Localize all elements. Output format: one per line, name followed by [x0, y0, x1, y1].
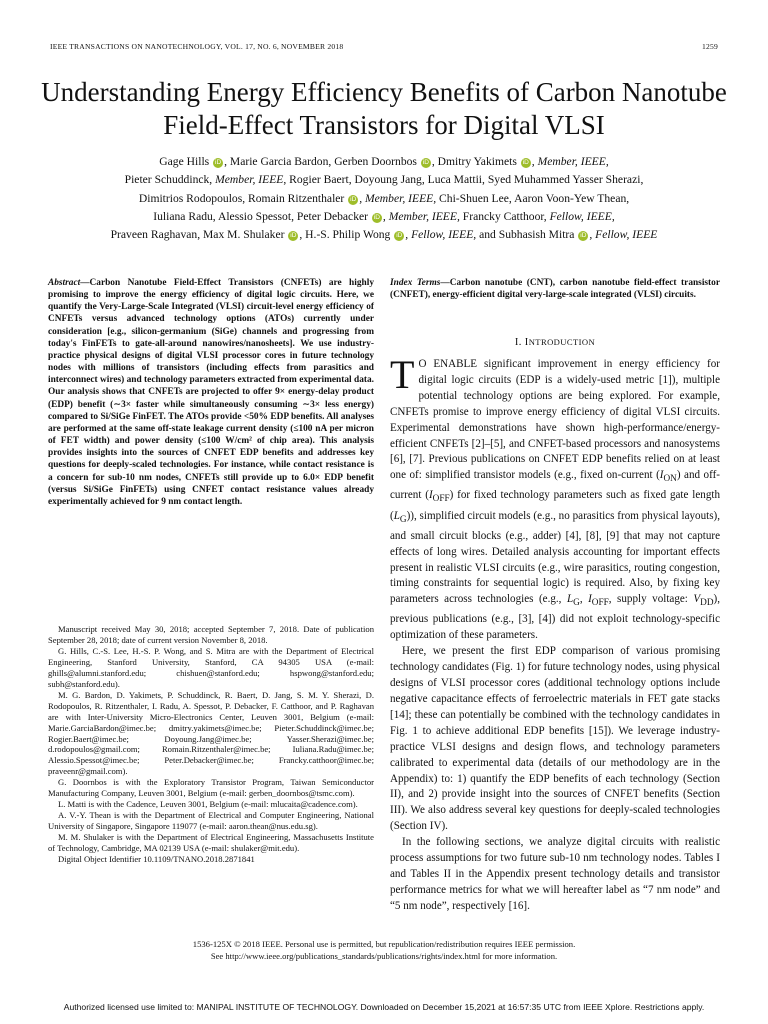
abstract: [48, 277, 374, 508]
author-membership: , Member, IEEE,: [382, 209, 460, 223]
author-name: , Dmitry Yakimets: [431, 155, 517, 168]
paragraph-text: )), simplified circuit models (e.g., no parasitics from physical layouts), and small circuit blocks (e.g., adder) [4], [8], [9] that may not capture effects of long wires. Detailed analysis accounting for important effects present in realistic VLSI circuits (e.g., wire parasitics, routing congestion, timing constraints for sequential logic) is required. Also, by fixing key parameters across technologies (e.g.,: [390, 509, 720, 606]
opening-words: O ENABLE: [418, 358, 478, 370]
author-name: Gage Hills: [159, 155, 210, 168]
orcid-icon[interactable]: iD: [422, 159, 429, 166]
symbol: I: [428, 489, 433, 502]
symbol-subscript: DD: [700, 598, 714, 609]
symbol: L: [393, 509, 400, 522]
author-name: and Subhasish Mitra: [476, 228, 575, 242]
section-heading: [390, 337, 720, 348]
intro-body: [390, 352, 721, 915]
paragraph-text: ), previous publications (e.g., [3], [4]) did not exploit technology-specific optimization of these parameters.: [390, 593, 721, 642]
intro-paragraph: [390, 352, 721, 644]
orcid-icon[interactable]: iD: [215, 159, 222, 166]
running-head: [50, 42, 718, 51]
symbol-subscript: OFF: [591, 598, 609, 609]
footnote-affiliation: G. Doornbos is with the Exploratory Transistor Program, Taiwan Semiconductor Manufacturing Company, Leuven 3001, Belgium (e-mail: gerben_doornbos@tsmc.com).: [48, 777, 374, 799]
author-list: [40, 153, 728, 244]
footnote-affiliation: A. V.-Y. Thean is with the Department of Electrical and Computer Engineering, National University of Singapore, Singapore 119077 (e-mail: aaron.thean@nus.edu.sg).: [48, 810, 374, 832]
copyright-line: 1536-125X © 2018 IEEE. Personal use is permitted, but republication/redistribution requires IEEE permission.: [192, 939, 576, 949]
symbol: L: [566, 593, 574, 606]
section-numeral: I.: [514, 337, 525, 348]
author-membership: , Fellow, IEEE: [589, 228, 658, 242]
intro-paragraph: In the following sections, we analyze digital circuits with realistic process assumptions for two future sub-10 nm technology nodes. Tables I and Tables II in the Appendix present technology details and transistor performance metrics for what we will hereafter label as “7 nm node” and “5 nm node”, respectively [16].: [390, 836, 720, 912]
section-title-rest: NTRODUCTION: [528, 337, 596, 347]
symbol: V: [693, 593, 701, 606]
index-terms: [390, 277, 720, 301]
author-name: Dimitrios Rodopoulos, Romain Ritzenthaler: [138, 191, 345, 205]
index-terms-text: —Carbon nanotube (CNT), carbon nanotube field-effect transistor (CNFET), energy-efficient digital very-large-scale integrated (VLSI) circuits.: [390, 278, 720, 301]
footnote-received: Manuscript received May 30, 2018; accepted September 7, 2018. Date of publication September 28, 2018; date of current version November 8, 2018.: [48, 624, 374, 645]
copyright-notice: [40, 939, 728, 962]
author-membership: Fellow, IEEE,: [549, 209, 615, 223]
orcid-icon[interactable]: iD: [580, 232, 587, 240]
symbol-subscript: G: [399, 514, 407, 525]
download-notice: Authorized licensed use limited to: MANIPAL INSTITUTE OF TECHNOLOGY. Downloaded on December 15,2021 at 16:57:35 UTC from IEEE Xplore. Restrictions apply.: [63, 1002, 705, 1012]
paragraph-text: ) for fixed technology parameters such as fixed gate length (: [390, 489, 720, 522]
author-name: Iuliana Radu, Alessio Spessot, Peter Debacker: [153, 209, 369, 223]
symbol-subscript: OFF: [432, 494, 450, 505]
paper-title: Understanding Energy Efficiency Benefits of Carbon Nanotube Field-Effect Transistors for Digital VLSI: [41, 77, 727, 140]
footnote-affiliation: M. G. Bardon, D. Yakimets, P. Schuddinck, R. Baert, D. Jang, S. M. Y. Sherazi, D. Rodopoulos, R. Ritzenthaler, I. Radu, A. Spessot, P. Debacker, F. Catthoor, and P. Raghavan are with Inter-University Micro-Electronics Center, Leuven 3001, Belgium (e-mail: Marie.GarciaBardon@imec.be; dmitry.yakimets@imec.be; Pieter.Schuddinck@imec.be; Rogier.Baert@imec.be; Doyoung.Jang@imec.be; Yasser.Sherazi@imec.be; d.rodopoulos@gmail.com; Romain.Ritzenthaler@imec.be; Iuliana.Radu@imec.be; Alessio.Spessot@imec.be; Peter.Debacker@imec.be; Francky.catthoor@imec.be; praveenr@gmail.com).: [48, 689, 374, 777]
page-number: 1259: [702, 42, 718, 51]
author-name: Pieter Schuddinck,: [124, 173, 216, 187]
rights-link[interactable]: See http://www.ieee.org/publications_standards/publications/rights/index.html for more information.: [210, 950, 558, 961]
author-name: , H.-S. Philip Wong: [299, 228, 391, 242]
symbol: I: [588, 593, 592, 606]
section-title-initial: I: [524, 337, 529, 348]
author-membership: , Member, IEEE,: [359, 191, 437, 205]
author-name: Chi-Shuen Lee, Aaron Voon-Yew Thean,: [436, 191, 630, 205]
intro-paragraph: Here, we present the first EDP comparison of various promising technology candidates (Fig. 1) for future technology nodes, using physical designs of VLSI processor cores (additional technology options include negative capacitance effects of ferroelectric materials in FET gate stacks [14]; these can potentially be combined with the technology candidates in Fig. 1 to achieve additional EDP benefits [15]). We leverage industry-practice VLSI designs and design flows, and technology parameters calibrated to experimental data (details of our methodology are in the Appendix) to: 1) quantify the EDP benefits of each technology (Section II), and 2) provide insight into the sources of CNFET benefits (Section III). We also address several key questions for deeply-scaled technologies (Section IV).: [390, 645, 720, 833]
paragraph-text: , supply voltage:: [608, 593, 694, 606]
symbol: I: [659, 469, 664, 482]
footnote-affiliation: L. Matti is with the Cadence, Leuven 3001, Belgium (e-mail: mlucaita@cadence.com).: [58, 799, 358, 810]
footnote-doi: Digital Object Identifier 10.1109/TNANO.2018.2871841: [58, 854, 255, 865]
index-terms-lead: Index Terms: [390, 278, 441, 288]
paragraph-text: ,: [579, 593, 589, 606]
author-membership: , Fellow, IEEE,: [405, 228, 477, 242]
author-name: , Marie Garcia Bardon, Gerben Doornbos: [224, 155, 417, 168]
drop-cap: T: [390, 352, 415, 397]
orcid-icon[interactable]: iD: [290, 232, 297, 240]
author-name: Praveen Raghavan, Max M. Shulaker: [110, 228, 285, 242]
journal-name: IEEE TRANSACTIONS ON NANOTECHNOLOGY, VOL. 17, NO. 6, NOVEMBER 2018: [50, 42, 344, 51]
footnote-affiliation: G. Hills, C.-S. Lee, H.-S. P. Wong, and S. Mitra are with the Department of Electrical Engineering, Stanford University, Stanford, CA 94305 USA (e-mail: ghills@alumni.stanford.edu; chishuen@stanford.edu; hspwong@stanford.edu; subh@stanford.edu).: [48, 645, 374, 689]
orcid-icon[interactable]: iD: [350, 195, 357, 203]
paragraph-text: significant improvement in energy efficiency for digital logic circuits (EDP is a widely-used metric [1]), multiple potential technology options are being explored. For example, CNFETs promise to improve energy efficiency of digital VLSI circuits. Experimental demonstrations have shown high-performance/energy-efficient CNFETs [2]–[5], and CNFET-based processors and nanosystems [6], [7]. Previous publications on CNFET EDP benefits relied on at least one of: simplified transistor models (e.g., fixed on-current (: [390, 358, 720, 482]
footnotes: [48, 624, 374, 865]
abstract-text: —Carbon Nanotube Field-Effect Transistors (CNFETs) are highly promising to improve the energy efficiency of digital logic circuits. Here, we quantify the Very-Large-Scale Integrated (VLSI) circuit-level energy efficiency of CNFETs versus advanced technology options (ATOs) currently under consideration [e.g., silicon-germanium (SiGe) channels and progressing from today's FinFETs to gate-all-around nanowires/nanosheets]. We use industry-practice physical designs of digital VLSI processor cores in future technology nodes with millions of transistors (including effects from parasitics and interconnect wires) and technology parameters extracted from experimental data. Our analysis shows that CNFETs are projected to offer 9× energy-delay product (EDP) benefit (∼3× faster while simultaneously consuming ∼3× less energy) compared to Si/SiGe FinFET. The ATOs provide <50% EDP benefits. All analyses are performed at the same off-state leakage current density (≤100 nA per micron of FET width) and power density (≤100 W/cm² of chip area). This analysis provides insights into the sources of CNFET EDP benefits and addresses key questions for deeply-scaled technologies. For instance, while contact resistance is a concern for sub-10 nm nodes, CNFETs still provide up to 6.0× EDP benefit (versus Si/SiGe FinFETs) using CNFET contact resistance values already experimentally achieved for 9 nm contact length.: [48, 278, 374, 507]
author-name: Francky Catthoor,: [459, 209, 550, 223]
author-membership: , Member, IEEE,: [531, 155, 609, 168]
paragraph-text: ) and off-current (: [390, 469, 720, 502]
orcid-icon[interactable]: iD: [373, 213, 380, 221]
author-name: , Rogier Baert, Doyoung Jang, Luca Mattii, Syed Muhammed Yasser Sherazi,: [283, 173, 644, 187]
symbol-subscript: G: [573, 598, 580, 609]
orcid-icon[interactable]: iD: [522, 159, 529, 166]
orcid-icon[interactable]: iD: [396, 232, 403, 240]
author-membership: Member, IEEE: [215, 173, 284, 187]
abstract-lead: Abstract: [48, 278, 81, 288]
symbol-subscript: ON: [663, 474, 677, 485]
footnote-affiliation: M. M. Shulaker is with the Department of Electrical Engineering, Massachusetts Institute of Technology, Cambridge, MA 02139 USA (e-mail: shulaker@mit.edu).: [48, 832, 374, 854]
